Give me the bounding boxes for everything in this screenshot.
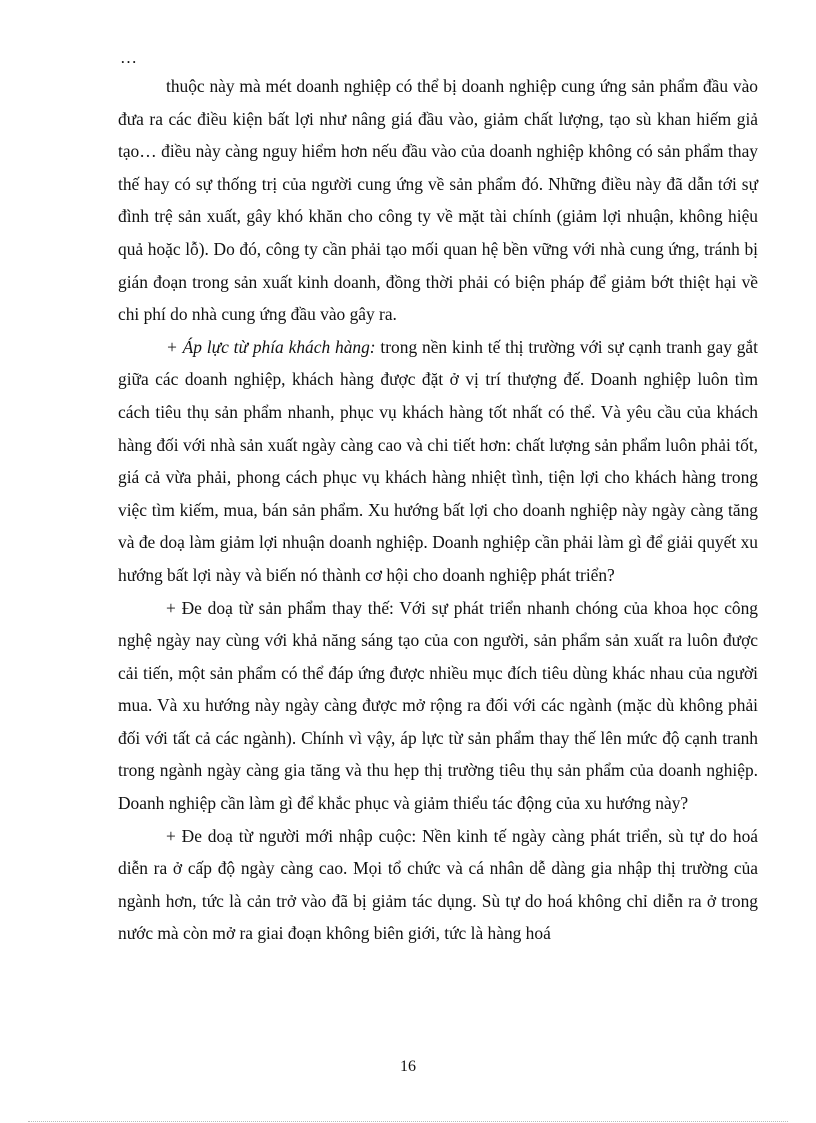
paragraph-2-text: trong nền kinh tế thị trường với sự cạnh tranh gay gắt giữa các doanh nghiệp, khách hàng được đặt ở vị trí thượng đế. Doanh nghiệp luôn tìm cách tiêu thụ sản phẩm nhanh, phục vụ khách hàng tốt nhất có thể. Và yêu cầu của khách hàng đối với nhà sản xuất ngày càng cao và chi tiết hơn: chất lượng sản phẩm luôn phải tốt, giá cả vừa phải, phong cách phục vụ khách hàng nhiệt tình, tiện lợi cho khách hàng trong việc tìm kiếm, mua, bán sản phẩm. Xu hướng bất lợi cho doanh nghiệp này ngày càng tăng và đe doạ làm giảm lợi nhuận doanh nghiệp. Doanh nghiệp cần phải làm gì để giải quyết xu hướng bất lợi này và biến nó thành cơ hội cho doanh nghiệp phát triển?	[118, 336, 758, 585]
paragraph-2-lead: + Áp lực từ phía khách hàng:	[166, 336, 376, 357]
page-number: 16	[400, 1058, 416, 1075]
body-text	[118, 70, 758, 950]
paragraph-2	[118, 331, 758, 592]
paragraph-4: + Đe doạ từ người mới nhập cuộc: Nền kinh tế ngày càng phát triển, sù tự do hoá diễn ra ở cấp độ ngày càng cao. Mọi tổ chức và cá nhân dễ dàng gia nhập thị trường của ngành hơn, tức là cản trở vào đã bị giảm tác dụng. Sù tự do hoá không chỉ diễn ra ở trong nước mà còn mở ra giai đoạn không biên giới, tức là hàng hoá	[118, 825, 758, 944]
paragraph-1: thuộc này mà mét doanh nghiệp có thể bị doanh nghiệp cung ứng sản phẩm đầu vào đưa ra các điều kiện bất lợi như nâng giá đầu vào, giảm chất lượng, tạo sù khan hiếm giả tạo… điều này càng nguy hiểm hơn nếu đầu vào của doanh nghiệp không có sản phẩm thay thế hay có sự thống trị của người cung ứng về sản phẩm đó. Những điều này đã dẫn tới sự đình trệ sản xuất, gây khó khăn cho công ty về mặt tài chính (giảm lợi nhuận, không hiệu quả hoặc lỗ). Do đó, công ty cần phải tạo mối quan hệ bền vững với nhà cung ứng, tránh bị gián đoạn trong sản xuất kinh doanh, đồng thời phải có biện pháp để giảm bớt thiệt hại về chi phí do nhà cung ứng đầu vào gây ra.	[118, 76, 758, 325]
continuation-ellipsis: …	[120, 48, 137, 67]
paragraph-3: + Đe doạ từ sản phẩm thay thế: Với sự phát triển nhanh chóng của khoa học công nghệ ngày nay cùng với khả năng sáng tạo của con người, sản phẩm sản xuất ra luôn được cải tiến, một sản phẩm có thể đáp ứng được nhiều mục đích tiêu dùng khác nhau của người mua. Và xu hướng này ngày càng được mở rộng ra đối với các ngành (mặc dù không phải đối với tất cả các ngành). Chính vì vậy, áp lực từ sản phẩm thay thế lên mức độ cạnh tranh trong ngành ngày càng gia tăng và thu hẹp thị trường tiêu thụ sản phẩm của doanh nghiệp. Doanh nghiệp cần làm gì để khắc phục và giảm thiểu tác động của xu hướng này?	[118, 597, 758, 814]
bottom-divider	[28, 1121, 788, 1122]
